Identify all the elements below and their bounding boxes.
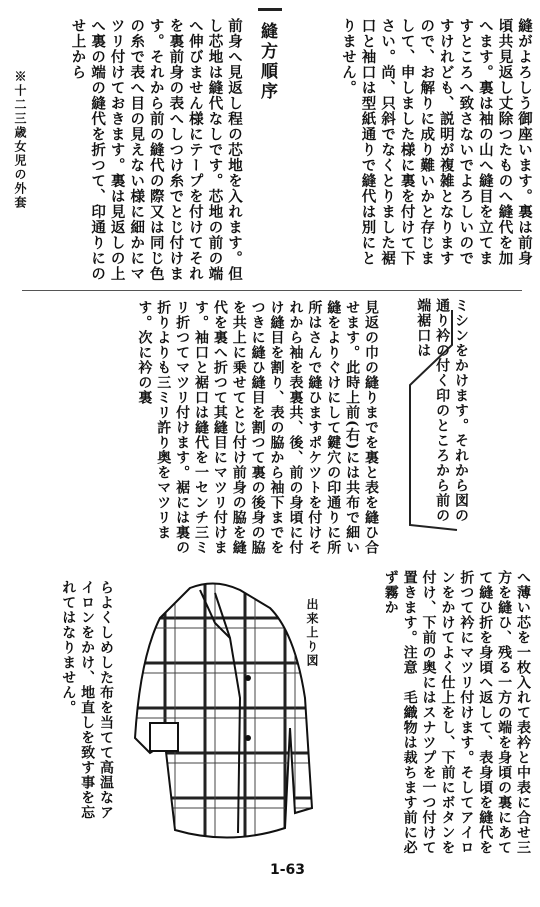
text-block-middle: 見返の巾の縫りまでを裏と表を縫ひ合せます。此時上前(右)には共布で細い縫をよりぐけにして鍵穴の印通りに所所はさんで縫ひますポケツトを付けそれから袖を表裏共、後、前の身頃に付け縫目を割り、表の脇から袖下までをつきに縫ひ縫目を割つて裏の後身の脇を共上に乗せてとじ付け前身の脇を縫代を裏へ折つて其縫目にマツリ付けます。袖口と裾口は縫代を一センチ三ミリ折つてマツリ付けます。裾には裏の折りよりも三ミリ許り奥をマツリます。次に衿の裏 bbox=[136, 300, 379, 556]
text-block-top-left: 前身へ見返し程の芯地を入れます。但し芯地は縫代なしです。芯地の前の端へ伸びません様にテープを付けてそれを裏前身の表へしつけ糸でとじ付けます。それから前の縫代の際又は同じ色の糸で表へ目の見えない様に細かにマツリ付けておきます。裏は見返しの上へ裏の端の縫代を折つて、印通りにのせ上から bbox=[69, 18, 243, 282]
top-rule bbox=[258, 8, 282, 11]
pattern-sketch bbox=[402, 305, 462, 535]
text-block-top-right: 縫がよろしう御座います。裏は前身頃共見返し丈除つたものへ縫代を加へます。裏は袖の山へ縫目を立てますところへ致さないでよろしいのですけれども、説明が複雑となりますので、お解りに成り難いかと存じまして、申しました様に裏を付けて下さい。尚、只斜でなくとりました裾口と袖口は型紙通りで縫代は別にとりません。 bbox=[339, 18, 533, 266]
sidebar-title: ※十二三歳女児の外套 bbox=[13, 70, 27, 210]
text-block-bottom-left: らよくしめした布を当てて高温なアイロンをかけ、地直しを致す事を忘れてはなりません。 bbox=[60, 580, 114, 820]
figure-caption: 出来上り図 bbox=[305, 598, 319, 668]
section-heading: 縫方順序 bbox=[257, 22, 277, 102]
page-number: 1-63 bbox=[270, 862, 306, 878]
middle-divider bbox=[22, 290, 522, 291]
text-block-bottom-right: へ薄い芯を一枚入れて表衿と中表に合せ三方を縫ひ、残る一方の端を身頃の裏にあてて縫ひ折を身頃へ返して、表身頃を縫代を折つて衿にマツリ付けます。そしてアイロンをかけてよく仕上をし、下前にボタンを付け、下前の奥にはスナツプを一つ付けて置きます。注意 毛織物は裁ちます前に必ず霧か bbox=[382, 570, 531, 855]
text-block-middle-right: ミシンをかけます。それから図の通り衿の付く印のところから前の端裾口は bbox=[415, 298, 469, 523]
coat-illustration bbox=[120, 578, 320, 853]
